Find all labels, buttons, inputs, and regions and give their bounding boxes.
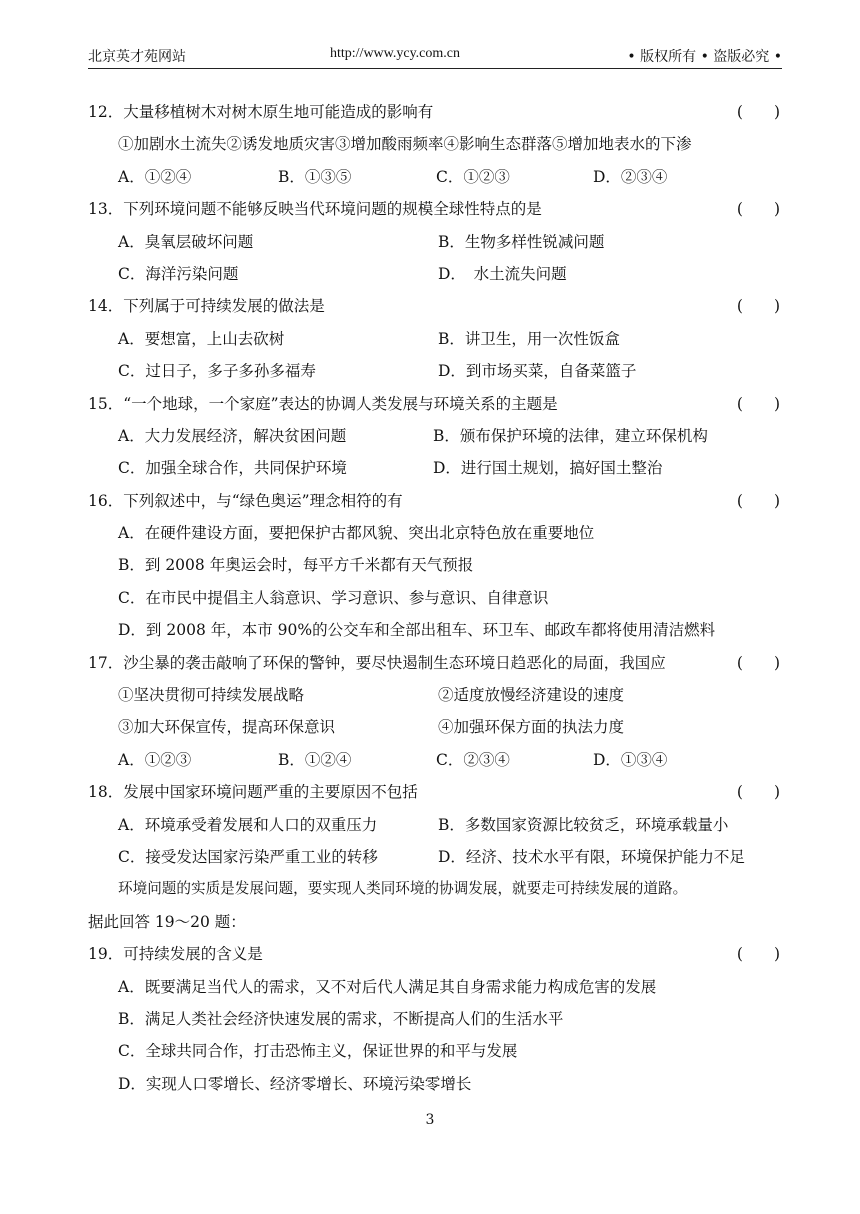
passage-line-2 bbox=[88, 906, 782, 938]
question-17-options bbox=[88, 744, 782, 776]
option-c: C．加强全球合作，共同保护环境 bbox=[118, 459, 347, 478]
option-b: B．讲卫生，用一次性饭盒 bbox=[438, 329, 620, 348]
option-d: D．到市场买菜，自备菜篮子 bbox=[438, 362, 637, 381]
question-18-stem bbox=[88, 776, 782, 808]
question-stem-text: 19．可持续发展的含义是 bbox=[88, 945, 263, 964]
passage-text: 环境问题的实质是发展问题，要实现人类同环境的协调发展，就要走可持续发展的道路。 bbox=[118, 880, 688, 898]
item-2: ②适度放慢经济建设的速度 bbox=[438, 686, 625, 705]
answer-blank: ( ) bbox=[736, 200, 780, 219]
option-c: C．接受发达国家污染严重工业的转移 bbox=[118, 847, 378, 866]
question-stem-text: 17．沙尘暴的袭击敲响了环保的警钟，要尽快遏制生态环境日趋恶化的局面，我国应 bbox=[88, 653, 666, 672]
item-4: ④加强环保方面的执法力度 bbox=[438, 718, 625, 737]
page-number: 3 bbox=[425, 1112, 435, 1128]
option-b: B．①③⑤ bbox=[278, 167, 352, 186]
question-12-stem bbox=[88, 96, 782, 128]
passage-text: 据此回答 19～20 题： bbox=[88, 912, 246, 931]
option-b: B．①②④ bbox=[278, 750, 352, 769]
question-16-option-b bbox=[88, 549, 782, 581]
question-17-items-12 bbox=[88, 679, 782, 711]
question-stem-text: 13．下列环境问题不能够反映当代环境问题的规模全球性特点的是 bbox=[88, 200, 542, 219]
question-stem-text: 12．大量移植树木对树木原生地可能造成的影响有 bbox=[88, 103, 434, 121]
question-content bbox=[88, 96, 782, 1100]
option-d: D．经济、技术水平有限，环境保护能力不足 bbox=[438, 847, 745, 866]
option-b: B．多数国家资源比较贫乏，环境承载量小 bbox=[438, 815, 729, 834]
option-c: C．海洋污染问题 bbox=[118, 264, 239, 283]
passage-line-1 bbox=[88, 873, 782, 905]
option-c: C．①②③ bbox=[436, 167, 510, 186]
option-d: D．进行国土规划，搞好国土整治 bbox=[433, 459, 663, 478]
question-16-option-a bbox=[88, 517, 782, 549]
question-stem-text: 16．下列叙述中，与“绿色奥运”理念相符的有 bbox=[88, 491, 403, 510]
question-stem-text: 15．“一个地球，一个家庭”表达的协调人类发展与环境关系的主题是 bbox=[88, 394, 558, 413]
answer-blank: ( ) bbox=[736, 491, 780, 510]
option-a: A．在硬件建设方面，要把保护古都风貌、突出北京特色放在重要地位 bbox=[118, 524, 595, 543]
question-19-option-c bbox=[88, 1035, 782, 1067]
site-url: http://www.ycy.com.cn bbox=[330, 46, 460, 61]
page-header bbox=[88, 44, 782, 69]
question-19-option-a bbox=[88, 971, 782, 1003]
option-b: B．生物多样性锐减问题 bbox=[438, 232, 605, 251]
question-15-stem bbox=[88, 388, 782, 420]
item-list: ①加剧水土流失②诱发地质灾害③增加酸雨频率④影响生态群落⑤增加地表水的下渗 bbox=[118, 135, 692, 154]
option-d: D．实现人口零增长、经济零增长、环境污染零增长 bbox=[118, 1074, 472, 1093]
answer-blank: ( ) bbox=[736, 103, 780, 121]
question-13-options-cd bbox=[88, 258, 782, 290]
question-19-option-b bbox=[88, 1003, 782, 1035]
option-a: A．臭氧层破坏问题 bbox=[118, 232, 254, 251]
site-name: 北京英才苑网站 bbox=[88, 49, 186, 65]
item-1: ①坚决贯彻可持续发展战略 bbox=[118, 686, 305, 705]
option-c: C．全球共同合作，打击恐怖主义，保证世界的和平与发展 bbox=[118, 1042, 518, 1061]
question-16-stem bbox=[88, 485, 782, 517]
option-a: A．①②③ bbox=[118, 750, 192, 769]
question-18-options-cd bbox=[88, 841, 782, 873]
answer-blank: ( ) bbox=[736, 945, 780, 964]
question-17-items-34 bbox=[88, 711, 782, 743]
question-12-items bbox=[88, 128, 782, 160]
option-d: D．①③④ bbox=[593, 750, 668, 769]
option-d: D．到 2008 年，本市 90%的公交车和全部出租车、环卫车、邮政车都将使用清洁燃料 bbox=[118, 621, 716, 640]
question-stem-text: 18．发展中国家环境问题严重的主要原因不包括 bbox=[88, 783, 418, 802]
option-c: C．过日子，多子多孙多福寿 bbox=[118, 362, 316, 381]
question-14-options-ab bbox=[88, 323, 782, 355]
question-15-options-cd bbox=[88, 452, 782, 484]
option-c: C．在市民中提倡主人翁意识、学习意识、参与意识、自律意识 bbox=[118, 588, 549, 607]
answer-blank: ( ) bbox=[736, 783, 780, 802]
option-d: D．②③④ bbox=[593, 167, 668, 186]
question-16-option-c bbox=[88, 582, 782, 614]
item-3: ③加大环保宣传，提高环保意识 bbox=[118, 718, 336, 737]
option-a: A．①②④ bbox=[118, 167, 192, 186]
question-12-options bbox=[88, 161, 782, 193]
question-13-options-ab bbox=[88, 226, 782, 258]
question-18-options-ab bbox=[88, 809, 782, 841]
answer-blank: ( ) bbox=[736, 653, 780, 672]
option-c: C．②③④ bbox=[436, 750, 510, 769]
question-14-options-cd bbox=[88, 355, 782, 387]
answer-blank: ( ) bbox=[736, 394, 780, 413]
option-b: B．到 2008 年奥运会时，每平方千米都有天气预报 bbox=[118, 556, 474, 575]
option-a: A．既要满足当代人的需求，又不对后代人满足其自身需求能力构成危害的发展 bbox=[118, 977, 657, 996]
option-a: A．大力发展经济，解决贫困问题 bbox=[118, 426, 347, 445]
question-15-options-ab bbox=[88, 420, 782, 452]
question-19-option-d bbox=[88, 1068, 782, 1100]
question-stem-text: 14．下列属于可持续发展的做法是 bbox=[88, 297, 325, 316]
question-14-stem bbox=[88, 290, 782, 322]
answer-blank: ( ) bbox=[736, 297, 780, 316]
option-a: A．环境承受着发展和人口的双重压力 bbox=[118, 815, 378, 834]
copyright-notice: • 版权所有 • 盗版必究 • bbox=[627, 49, 782, 65]
question-16-option-d bbox=[88, 614, 782, 646]
option-b: B．颁布保护环境的法律，建立环保机构 bbox=[433, 426, 708, 445]
question-13-stem bbox=[88, 193, 782, 225]
option-d: D． 水土流失问题 bbox=[438, 264, 567, 283]
question-17-stem bbox=[88, 647, 782, 679]
option-b: B．满足人类社会经济快速发展的需求，不断提高人们的生活水平 bbox=[118, 1009, 564, 1028]
question-19-stem bbox=[88, 938, 782, 970]
option-a: A．要想富，上山去砍树 bbox=[118, 329, 285, 348]
